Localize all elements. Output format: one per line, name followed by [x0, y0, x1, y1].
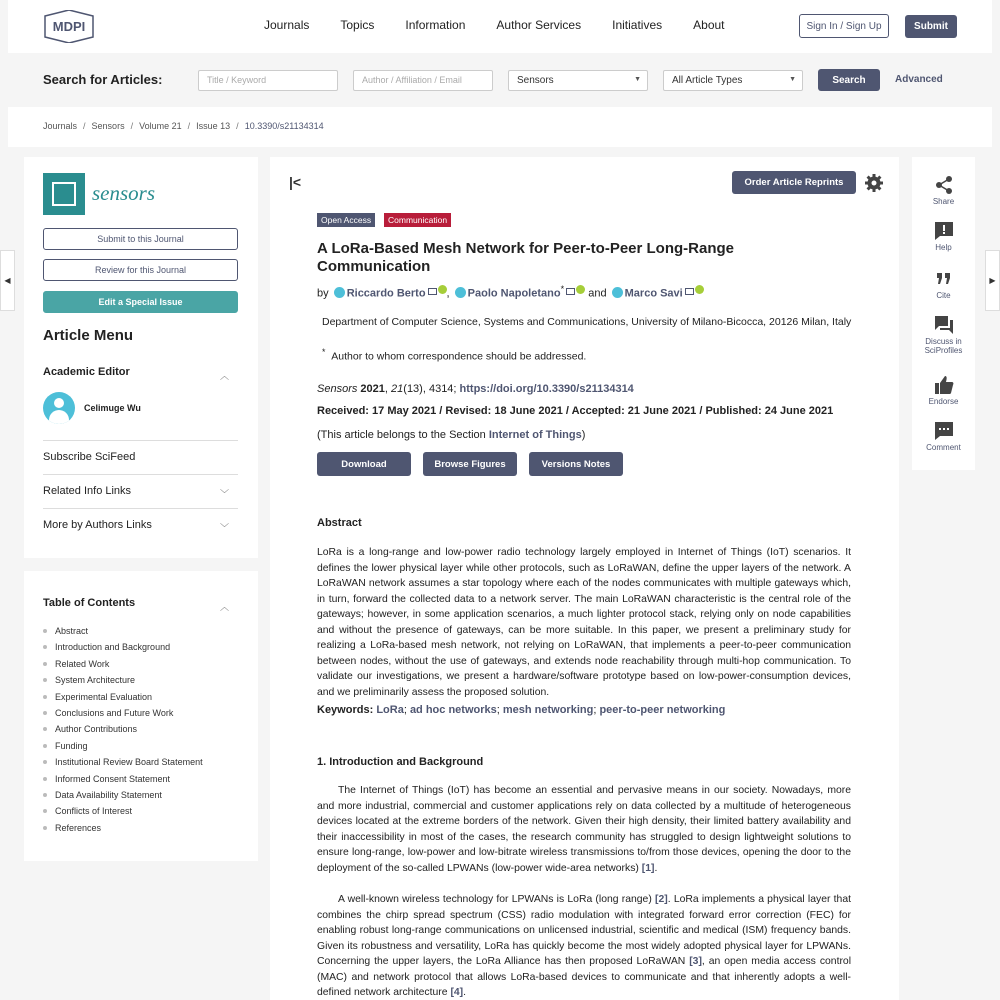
editor-name[interactable]: Celimuge Wu: [84, 403, 141, 413]
doi-link[interactable]: https://doi.org/10.3390/s21134314: [459, 383, 634, 395]
help-icon: [934, 221, 954, 241]
toc-item[interactable]: Introduction and Background: [43, 642, 203, 658]
edit-special-issue-button[interactable]: Edit a Special Issue: [43, 291, 238, 313]
ref-link[interactable]: [4]: [450, 987, 464, 998]
title-keyword-input[interactable]: Title / Keyword: [198, 70, 338, 91]
affiliation: Department of Computer Science, Systems and Communications, University of Milano-Bicocca, 20126 Milan, Italy: [322, 316, 852, 328]
article-type-select[interactable]: [663, 70, 803, 91]
keywords: Keywords: LoRa; ad hoc networks; mesh networking; peer-to-peer networking: [317, 704, 726, 716]
orcid-icon[interactable]: [695, 285, 704, 294]
keyword-link[interactable]: mesh networking: [502, 704, 594, 716]
keyword-link[interactable]: peer-to-peer networking: [599, 704, 726, 716]
collapse-sidebar-icon[interactable]: |<: [289, 174, 302, 190]
nav-journals[interactable]: Journals: [264, 18, 310, 32]
divider: [43, 508, 238, 509]
main-nav: [264, 18, 756, 32]
correspondence-note: * Author to whom correspondence should be addressed.: [322, 347, 587, 363]
nav-initiatives[interactable]: Initiatives: [612, 18, 663, 32]
right-action-rail: [912, 157, 975, 470]
top-header: [8, 0, 992, 53]
academic-editor-heading: Academic Editor: [43, 366, 130, 378]
author-icon: [334, 287, 345, 298]
ref-link[interactable]: [1]: [641, 862, 655, 874]
crumb-issue[interactable]: Issue 13: [196, 121, 231, 131]
orcid-icon[interactable]: [576, 285, 585, 294]
article-type-value: All Article Types: [672, 75, 743, 86]
ref-link[interactable]: [3]: [689, 956, 702, 967]
citation-line: Sensors 2021, 21(13), 4314; https://doi.org/10.3390/s21134314: [317, 383, 634, 395]
article-title: A LoRa-Based Mesh Network for Peer-to-Peer Long-Range Communication: [317, 240, 735, 275]
open-access-badge[interactable]: Open Access: [317, 213, 375, 227]
order-reprints-button[interactable]: Order Article Reprints: [732, 171, 856, 194]
toc-item[interactable]: Conflicts of Interest: [43, 806, 203, 822]
left-arrow-icon[interactable]: ◀: [0, 250, 15, 311]
journal-logo-icon[interactable]: [43, 173, 85, 215]
article-dates: Received: 17 May 2021 / Revised: 18 June 2021 / Accepted: 21 June 2021 / Published: 24 June 2021: [317, 405, 834, 417]
abstract-text: LoRa is a long-range and low-power radio technology largely employed in Internet of Things (IoT) scenarios. It defines the lower physical layer while other protocols, such as LoRaWAN, define the upper layers of the network. A LoRaWAN network assumes a star topology where each of the nodes communicates with multiple gateways which, in turn, forward the collected data to a network server. The main LoRaWAN characteristic is the central role of the gateways; however, in some application scenarios, a much lighter protocol stack, relying only on node capabilities and without the presence of gateways, can be more suitable. In this paper, we present a preliminary study for realizing a LoRa-based mesh network, not relying on LoRaWAN, that implements a peer-to-peer communication between nodes, without the use of gateways, and extends node reachability through multi-hop communication. To validate our investigations, we present a hardware/software prototype based on low-power-consumption devices, and we preliminarily assess the proposed solution.: [317, 547, 851, 698]
email-icon[interactable]: [685, 288, 694, 295]
search-bar: [8, 53, 992, 107]
editor-avatar: [43, 392, 75, 424]
browse-figures-button[interactable]: Browse Figures: [423, 452, 517, 476]
search-label: Search for Articles:: [43, 72, 163, 87]
right-arrow-icon[interactable]: ▶: [985, 250, 1000, 311]
toc-item[interactable]: Related Work: [43, 659, 203, 675]
forum-icon: [934, 315, 954, 335]
toc-item[interactable]: Abstract: [43, 626, 203, 642]
submit-to-journal-button[interactable]: Submit to this Journal: [43, 228, 238, 250]
download-button[interactable]: Download: [317, 452, 411, 476]
mdpi-logo[interactable]: [43, 10, 95, 43]
toc-item[interactable]: Conclusions and Future Work: [43, 708, 203, 724]
toc-item[interactable]: Author Contributions: [43, 724, 203, 740]
comment-icon: [934, 421, 954, 441]
chevron-up-icon[interactable]: ︿: [220, 371, 230, 381]
section-line: (This article belongs to the Section Internet of Things): [317, 429, 586, 441]
divider: [43, 474, 238, 475]
signin-button[interactable]: Sign In / Sign Up: [799, 14, 889, 38]
section-link[interactable]: Internet of Things: [488, 429, 582, 441]
comment-action[interactable]: Comment: [912, 421, 975, 452]
subscribe-scifeed-link[interactable]: Subscribe SciFeed: [43, 451, 136, 463]
help-action[interactable]: Help: [912, 221, 975, 252]
divider: [43, 440, 238, 441]
journal-select[interactable]: [508, 70, 648, 91]
author-link[interactable]: Paolo Napoletano: [467, 287, 561, 300]
email-icon[interactable]: [566, 288, 575, 295]
quote-icon: [934, 269, 954, 289]
review-for-journal-button[interactable]: Review for this Journal: [43, 259, 238, 281]
author-input[interactable]: Author / Affiliation / Email: [353, 70, 493, 91]
versions-notes-button[interactable]: Versions Notes: [529, 452, 623, 476]
keyword-link[interactable]: ad hoc networks: [409, 704, 497, 716]
intro-paragraph-2: A well-known wireless technology for LPWANs is LoRa (long range) [2]. LoRa implements a physical layer that combines the chirp spread spectrum (CSS) radio modulation with integrated forward error correction (FEC) for enabling robust long-range communications on unlicensed industrial, scientific and medical (ISM) frequency bands. Given its robustness and versatility, LoRa has quickly become the most widely adopted physical layer for LPWANs. Concerning the upper layers, the LoRa Alliance has then proposed LoRaWAN [3], an open media access control (MAC) and network protocol that allows LoRa-based devices to communicate and that inherently adopts a well-defined network architecture [4].: [317, 894, 852, 998]
toc-item[interactable]: References: [43, 823, 203, 839]
submit-button[interactable]: Submit: [905, 15, 957, 38]
article-main: [270, 157, 899, 1000]
toc-item[interactable]: Informed Consent Statement: [43, 774, 203, 790]
toc-item[interactable]: Funding: [43, 741, 203, 757]
article-menu-title: Article Menu: [43, 327, 134, 344]
crumb-journals[interactable]: Journals: [43, 121, 78, 131]
breadcrumb-bar: [8, 107, 992, 147]
intro-heading: 1. Introduction and Background: [317, 756, 484, 768]
thumbs-up-icon: [934, 375, 954, 395]
author-list: by Riccardo Berto , Paolo Napoletano* and Marco Savi: [317, 284, 704, 300]
ref-link[interactable]: [2]: [655, 894, 668, 905]
keyword-link[interactable]: LoRa: [376, 704, 404, 716]
chevron-up-icon[interactable]: ︿: [220, 602, 230, 612]
author-icon: [455, 287, 466, 298]
gear-icon[interactable]: [864, 173, 884, 193]
related-info-links[interactable]: Related Info Links: [43, 485, 132, 497]
crumb-volume[interactable]: Volume 21: [139, 121, 182, 131]
toc-item[interactable]: System Architecture: [43, 675, 203, 691]
toc-title: Table of Contents: [43, 597, 136, 609]
crumb-doi[interactable]: 10.3390/s21134314: [244, 121, 324, 131]
toc-item[interactable]: Data Availability Statement: [43, 790, 203, 806]
nav-author-services[interactable]: Author Services: [496, 18, 582, 32]
breadcrumb: Journals / Sensors / Volume 21 / Issue 13 / 10.3390/s21134314: [43, 121, 324, 131]
email-icon[interactable]: [428, 288, 437, 295]
toc-panel: [24, 571, 258, 861]
share-icon: [934, 175, 954, 195]
intro-paragraph-1: The Internet of Things (IoT) has become an essential and pervasive means in our society. Nowadays, more and more industrial, commercial and customer applications rely on data collected by a multitude of heterogeneous devices located at the extreme borders of the network. Given their high density, their limited battery availability and their inaccessibility in most of the cases, the research community has struggled to design lightweight solutions to ensure long-range, low-power and low-bitrate wireless transmissions to/from those devices, opening the door to the deployment of the so-called LPWANs (low-power wide-area networks) [1].: [317, 785, 851, 874]
nav-topics[interactable]: Topics: [340, 18, 375, 32]
toc-item[interactable]: Experimental Evaluation: [43, 692, 203, 708]
advanced-search-link[interactable]: Advanced: [895, 74, 943, 85]
orcid-icon[interactable]: [438, 285, 447, 294]
endorse-action[interactable]: Endorse: [912, 375, 975, 406]
caret-down-icon: ▼: [789, 76, 796, 83]
author-link[interactable]: Marco Savi: [624, 287, 683, 300]
chevron-down-icon[interactable]: ﹀: [220, 489, 230, 499]
chevron-down-icon[interactable]: ﹀: [220, 523, 230, 533]
logo-text: MDPI: [52, 19, 86, 34]
toc-list: [43, 626, 203, 839]
author-link[interactable]: Riccardo Berto: [346, 287, 426, 300]
journal-name[interactable]: sensors: [92, 181, 156, 205]
crumb-sensors[interactable]: Sensors: [91, 121, 125, 131]
nav-about[interactable]: About: [693, 18, 725, 32]
article-menu-panel: [24, 157, 258, 558]
search-button[interactable]: Search: [818, 69, 880, 91]
nav-information[interactable]: Information: [405, 18, 466, 32]
journal-select-value: Sensors: [517, 75, 554, 86]
share-action[interactable]: Share: [912, 175, 975, 206]
toc-item[interactable]: Institutional Review Board Statement: [43, 757, 203, 773]
abstract-heading: Abstract: [317, 517, 362, 529]
more-by-authors-links[interactable]: More by Authors Links: [43, 519, 152, 531]
discuss-action[interactable]: Discuss in SciProfiles: [912, 315, 975, 355]
caret-down-icon: ▼: [634, 76, 641, 83]
cite-action[interactable]: Cite: [912, 269, 975, 300]
article-type-badge: Communication: [384, 213, 451, 227]
author-icon: [612, 287, 623, 298]
